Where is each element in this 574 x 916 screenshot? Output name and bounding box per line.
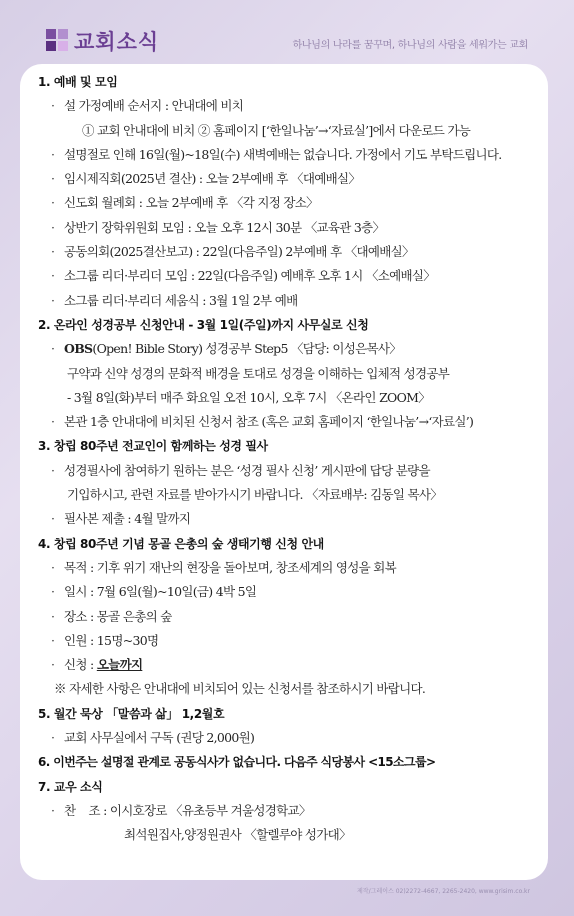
list-item-sub: 기입하시고, 관련 자료를 받아가시기 바랍니다. 〈자료배부: 김동일 목사〉 [67, 487, 443, 503]
list-item-sub: 구약과 신약 성경의 문화적 배경을 토대로 성경을 이해하는 입체적 성경공부 [67, 365, 450, 381]
list-item: · 찬 조 : 이시호장로 〈유초등부 겨울성경학교〉 [38, 799, 548, 823]
list-item: · 상반기 장학위원회 모임 : 오늘 오후 12시 30분 〈교육관 3층〉 [38, 216, 548, 240]
list-item: · 목적 : 기후 위기 재난의 현장을 돌아보며, 창조세계의 영성을 회복 [38, 556, 548, 580]
list-item: · 소그룹 리더·부리더 모임 : 22일(다음주일) 예배후 오후 1시 〈소예배실〉 [38, 264, 548, 288]
tagline: 하나님의 나라를 꿈꾸며, 하나님의 사람을 세워가는 교회 [292, 40, 528, 51]
section-heading-transcription: 3. 창립 80주년 전교인이 함께하는 성경 필사 [38, 439, 268, 454]
section-heading-bible-study: 2. 온라인 성경공부 신청안내 - 3월 1일(주일)까지 사무실로 신청 [38, 317, 369, 332]
list-item: · OBS(Open! Bible Story) 성경공부 Step5 〈담당: 이성은목사〉 [38, 337, 548, 361]
note: ※ 자세한 사항은 안내대에 비치되어 있는 신청서를 참조하시기 바랍니다. [54, 681, 426, 697]
list-item: · 설명절로 인해 16일(월)~18일(수) 새벽예배는 없습니다. 가정에서 기도 부탁드립니다. [38, 143, 548, 167]
list-item: · 임시제직회(2025년 결산) : 오늘 2부예배 후 〈대예배실〉 [38, 167, 548, 191]
section-heading-worship: 1. 예배 및 모임 [38, 75, 118, 89]
section-heading-member-news: 7. 교우 소식 [38, 779, 103, 794]
list-item: · 신도회 월례회 : 오늘 2부예배 후 〈각 지정 장소〉 [38, 191, 548, 215]
list-item-sub: ① 교회 안내대에 비치 ② 홈페이지 [‘한일나눔’→‘자료실’]에서 다운로드 가능 [82, 122, 471, 138]
list-item-sub: - 3월 8일(화)부터 매주 화요일 오전 10시, 오후 7시 〈온라인 ZOOM〉 [67, 389, 431, 405]
list-item: · 인원 : 15명~30명 [38, 629, 548, 653]
list-item: · 필사본 제출 : 4월 말까지 [38, 507, 548, 531]
list-item-sub: 최석원집사,양정원권사 〈할렐루야 성가대〉 [124, 827, 351, 843]
header [0, 0, 574, 60]
list-item: · 일시 : 7월 6일(월)~10일(금) 4박 5일 [38, 580, 548, 604]
news-content [38, 70, 548, 848]
list-item: · 교회 사무실에서 구독 (권당 2,000원) [38, 726, 548, 750]
list-item: · 설 가정예배 순서지 : 안내대에 비치 [38, 94, 548, 118]
list-item: · 공동의회(2025결산보고) : 22일(다음주일) 2부예배 후 〈대예배실〉 [38, 240, 548, 264]
section-heading-monthly-devotional: 5. 월간 묵상 「말씀과 삶」 1,2월호 [38, 706, 225, 721]
section-heading-meal-notice: 6. 이번주는 설명절 관계로 공동식사가 없습니다. 다음주 식당봉사 <15소그룹> [38, 755, 436, 770]
page-title: 교회소식 [74, 30, 160, 54]
list-item: · 성경필사에 참여하기 원하는 분은 ‘성경 필사 신청’ 게시판에 답당 분량을 [38, 459, 548, 483]
section-heading-mongolia-trip: 4. 창립 80주년 기념 몽골 은총의 숲 생태기행 신청 안내 [38, 536, 324, 551]
logo-squares-icon [46, 29, 68, 51]
list-item: · 소그룹 리더·부리더 세움식 : 3월 1일 2부 예배 [38, 289, 548, 313]
list-item: · 본관 1층 안내대에 비치된 신청서 참조 (혹은 교회 홈페이지 ‘한일나눔’→‘자료실’) [38, 410, 548, 434]
list-item: · 신청 : 오늘까지 [38, 653, 548, 677]
list-item: · 장소 : 몽골 은총의 숲 [38, 605, 548, 629]
apply-deadline: 오늘까지 [96, 657, 143, 673]
footer-credit: 제작/그레이스 02)2272-4667, 2265-2420, www.grisim.co.kr [357, 888, 530, 895]
